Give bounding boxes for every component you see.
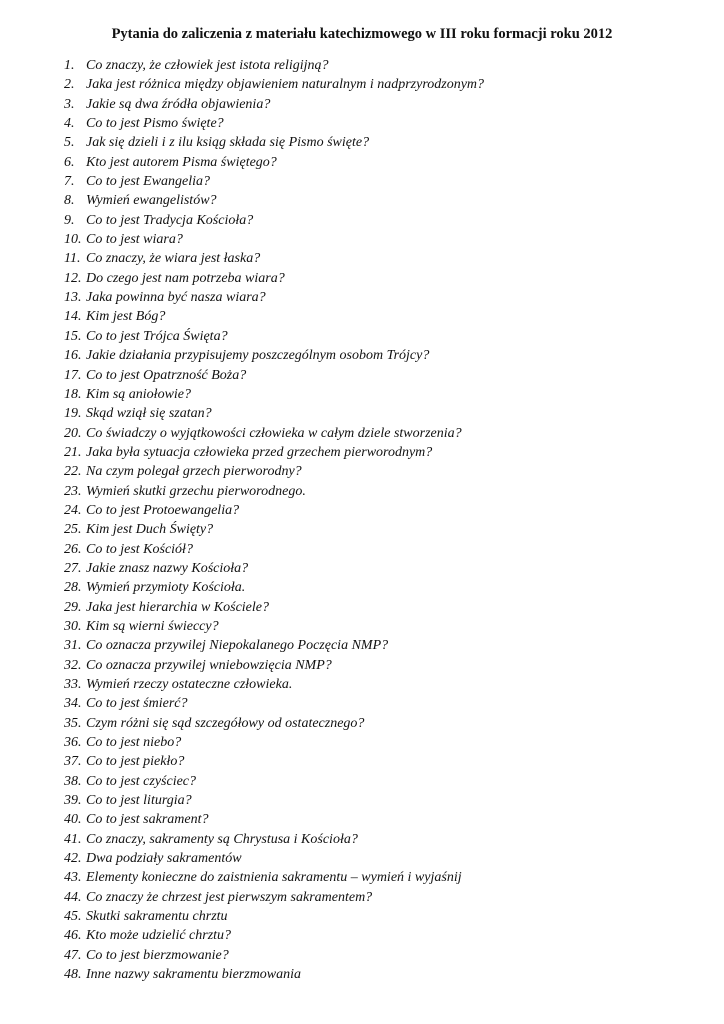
question-item — [64, 172, 684, 191]
question-text: Jakie znasz nazwy Kościoła? — [86, 560, 249, 576]
question-item — [64, 926, 684, 945]
question-number: 42. — [64, 851, 82, 867]
question-item — [64, 133, 684, 152]
question-number: 10. — [64, 232, 82, 248]
question-text: Co to jest wiara? — [86, 232, 183, 248]
question-item — [64, 211, 684, 230]
question-item — [64, 946, 684, 965]
question-text: Co znaczy, że wiara jest łaska? — [86, 251, 261, 267]
question-text: Co znaczy że chrzest jest pierwszym sakramentem? — [86, 889, 373, 905]
question-number: 23. — [64, 483, 82, 499]
question-text: Co to jest Opatrzność Boża? — [86, 367, 247, 383]
question-text: Co znaczy, sakramenty są Chrystusa i Kościoła? — [86, 831, 358, 847]
question-item — [64, 95, 684, 114]
question-number: 29. — [64, 599, 82, 615]
question-item — [64, 269, 684, 288]
question-item — [64, 752, 684, 771]
question-number: 26. — [64, 541, 82, 557]
question-item — [64, 56, 684, 75]
question-item — [64, 791, 684, 810]
question-item — [64, 559, 684, 578]
question-number: 34. — [64, 696, 82, 712]
question-item — [64, 114, 684, 133]
question-number: 46. — [64, 928, 82, 944]
question-number: 15. — [64, 328, 82, 344]
question-item — [64, 385, 684, 404]
question-item — [64, 617, 684, 636]
question-number: 24. — [64, 502, 82, 518]
question-text: Skutki sakramentu chrztu — [86, 909, 228, 925]
question-item — [64, 540, 684, 559]
question-text: Jaka jest hierarchia w Kościele? — [86, 599, 269, 615]
question-item — [64, 656, 684, 675]
question-text: Co to jest Trójca Święta? — [86, 328, 228, 344]
question-text: Co to jest Protoewangelia? — [86, 502, 240, 518]
question-number: 39. — [64, 793, 82, 809]
question-number: 40. — [64, 812, 82, 828]
question-text: Kim są aniołowie? — [86, 386, 192, 402]
question-number: 22. — [64, 464, 82, 480]
question-text: Co to jest Pismo święte? — [86, 116, 224, 132]
question-text: Co to jest niebo? — [86, 735, 182, 751]
question-item — [64, 249, 684, 268]
question-text: Kim jest Bóg? — [86, 309, 166, 325]
question-text: Jakie działania przypisujemy poszczególnym osobom Trójcy? — [86, 348, 430, 364]
question-text: Wymień skutki grzechu pierworodnego. — [86, 483, 306, 499]
question-number: 19. — [64, 406, 82, 422]
question-number: 18. — [64, 386, 82, 402]
question-text: Na czym polegał grzech pierworodny? — [86, 464, 302, 480]
question-item — [64, 75, 684, 94]
question-text: Co to jest sakrament? — [86, 812, 209, 828]
question-number: 44. — [64, 889, 82, 905]
question-number: 9. — [64, 212, 75, 228]
question-text: Co to jest Ewangelia? — [86, 174, 211, 190]
question-text: Co to jest bierzmowanie? — [86, 947, 229, 963]
question-number: 8. — [64, 193, 75, 209]
question-item — [64, 694, 684, 713]
question-text: Wymień rzeczy ostateczne człowieka. — [86, 677, 293, 692]
question-number: 2. — [64, 77, 75, 93]
question-text: Inne nazwy sakramentu bierzmowania — [86, 967, 302, 983]
question-item — [64, 965, 684, 984]
question-number: 47. — [64, 947, 82, 963]
question-text: Co to jest śmierć? — [86, 696, 188, 712]
question-item — [64, 520, 684, 539]
question-text: Wymień ewangelistów? — [86, 193, 217, 209]
question-item — [64, 346, 684, 365]
question-text: Wymień przymioty Kościoła. — [86, 580, 246, 596]
question-item — [64, 830, 684, 849]
question-number: 45. — [64, 909, 82, 925]
question-number: 20. — [64, 425, 82, 441]
question-text: Co świadczy o wyjątkowości człowieka w całym dziele stworzenia? — [86, 425, 462, 441]
question-item — [64, 868, 684, 887]
question-item — [64, 153, 684, 172]
question-number: 37. — [64, 754, 82, 770]
question-text: Co to jest Kościół? — [86, 541, 193, 557]
question-number: 17. — [64, 367, 82, 383]
question-item — [64, 366, 684, 385]
question-text: Co oznacza przywilej wniebowzięcia NMP? — [86, 657, 332, 673]
question-text: Czym różni się sąd szczegółowy od ostatecznego? — [86, 715, 365, 731]
question-item — [64, 501, 684, 520]
question-number: 36. — [64, 735, 82, 751]
question-number: 21. — [64, 444, 82, 460]
question-item — [64, 424, 684, 443]
question-item — [64, 772, 684, 791]
question-item — [64, 443, 684, 462]
question-item — [64, 907, 684, 926]
question-item — [64, 327, 684, 346]
question-text: Co to jest liturgia? — [86, 793, 192, 809]
question-item — [64, 849, 684, 868]
question-number: 27. — [64, 560, 82, 576]
question-item — [64, 230, 684, 249]
question-item — [64, 462, 684, 481]
question-number: 41. — [64, 831, 82, 847]
question-number: 32. — [64, 657, 82, 673]
question-item — [64, 307, 684, 326]
question-item — [64, 636, 684, 655]
question-number: 13. — [64, 290, 82, 306]
question-text: Kto może udzielić chrztu? — [86, 928, 232, 944]
question-item — [64, 482, 684, 501]
question-number: 12. — [64, 270, 82, 286]
question-number: 16. — [64, 348, 82, 364]
question-number: 11. — [64, 251, 81, 267]
question-text: Jaka powinna być nasza wiara? — [86, 290, 266, 306]
question-number: 33. — [64, 677, 82, 692]
question-number: 1. — [64, 58, 75, 73]
question-text: Co znaczy, że człowiek jest istota religijną? — [86, 58, 329, 73]
question-text: Jaka jest różnica między objawieniem naturalnym i nadprzyrodzonym? — [86, 77, 485, 93]
question-item — [64, 598, 684, 617]
question-text: Co to jest Tradycja Kościoła? — [86, 212, 254, 228]
question-text: Jak się dzieli i z ilu ksiąg składa się Pismo święte? — [86, 135, 370, 151]
question-text: Elementy konieczne do zaistnienia sakramentu – wymień i wyjaśnij — [86, 870, 462, 886]
question-item — [64, 810, 684, 829]
document-title: Pytania do zaliczenia z materiału katechizmowego w III roku formacji roku 2012 — [111, 26, 613, 42]
question-item — [64, 888, 684, 907]
question-text: Dwa podziały sakramentów — [86, 851, 242, 867]
question-number: 43. — [64, 870, 82, 886]
question-number: 30. — [64, 618, 82, 634]
question-text: Skąd wziął się szatan? — [86, 406, 212, 422]
question-item — [64, 191, 684, 210]
question-text: Co to jest czyściec? — [86, 773, 197, 789]
question-number: 48. — [64, 967, 82, 983]
question-number: 28. — [64, 580, 82, 596]
question-text: Kim jest Duch Święty? — [86, 522, 214, 538]
question-item — [64, 675, 684, 694]
question-number: 25. — [64, 522, 82, 538]
question-number: 38. — [64, 773, 82, 789]
question-item — [64, 578, 684, 597]
question-number: 31. — [64, 638, 82, 654]
question-text: Kto jest autorem Pisma świętego? — [86, 154, 277, 170]
question-number: 14. — [64, 309, 82, 325]
question-item — [64, 404, 684, 423]
question-item — [64, 288, 684, 307]
question-text: Jaka była sytuacja człowieka przed grzechem pierworodnym? — [86, 444, 433, 460]
question-item — [64, 714, 684, 733]
question-number: 5. — [64, 135, 75, 151]
question-number: 35. — [64, 715, 82, 731]
question-number: 7. — [64, 174, 75, 190]
question-text: Kim są wierni świeccy? — [86, 618, 219, 634]
question-number: 3. — [64, 96, 75, 112]
question-text: Jakie są dwa źródła objawienia? — [86, 96, 271, 112]
question-text: Do czego jest nam potrzeba wiara? — [86, 270, 285, 286]
question-text: Co to jest piekło? — [86, 754, 185, 770]
question-number: 4. — [64, 116, 75, 132]
question-number: 6. — [64, 154, 75, 170]
question-text: Co oznacza przywilej Niepokalanego Poczęcia NMP? — [86, 638, 389, 654]
question-list — [64, 56, 684, 985]
question-item — [64, 733, 684, 752]
